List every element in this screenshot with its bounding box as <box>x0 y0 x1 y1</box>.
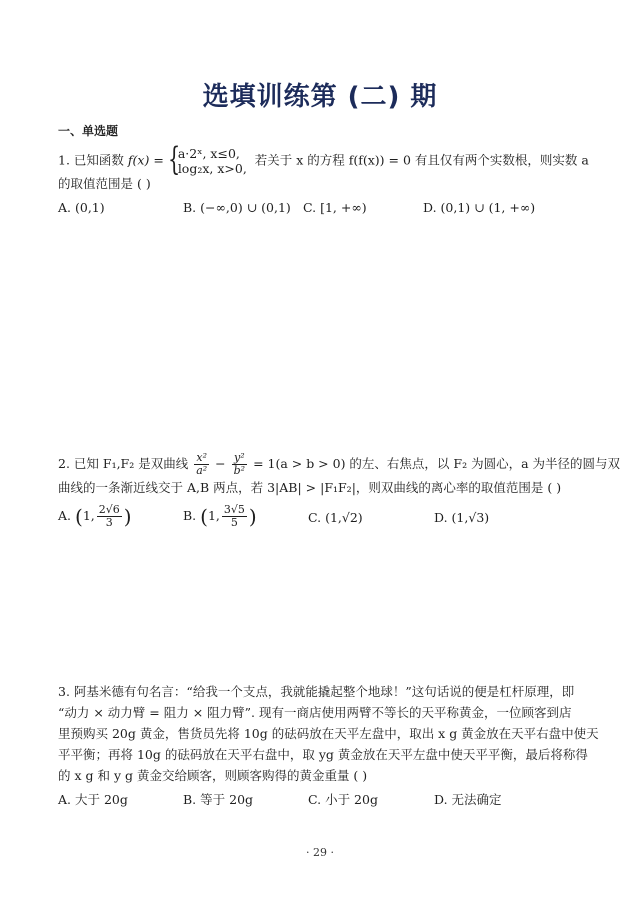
minus-sign: − <box>215 456 226 471</box>
question-2-prefix: 已知 F₁,F₂ 是双曲线 <box>73 456 189 471</box>
section-heading: 一、单选题 <box>58 124 119 138</box>
question-3-line-1: 3. 阿基米德有句名言：“给我一个支点，我就能撬起整个地球！”这句话说的便是杠杆原理，即 <box>58 684 575 699</box>
close-paren: ) <box>248 504 257 529</box>
question-3-line-5: 的 x g 和 y g 黄金交给顾客，则顾客购得的黄金重量 ( ) <box>58 768 368 783</box>
option-label: A. <box>58 200 72 215</box>
fraction-y2-b2: $\frac{\text{y²}}{\text{b²}}$ <box>233 451 246 477</box>
close-paren: ) <box>123 504 132 529</box>
option-text: [1, +∞) <box>320 200 367 215</box>
question-3-option-d <box>434 790 502 808</box>
option-fraction: $\frac{2√6}{3}$ <box>98 503 120 529</box>
option-text: 大于 20g <box>75 792 128 807</box>
fraction-x2-a2: $\frac{\text{x²}}{\text{a²}}$ <box>196 451 208 477</box>
page-title: 选填训练第 (二) 期 <box>202 82 438 112</box>
question-3-option-b <box>183 790 253 808</box>
option-label: C. <box>308 510 322 525</box>
option-label: B. <box>183 792 197 807</box>
question-2-option-c <box>308 510 363 525</box>
question-3-line-2: “动力 × 动力臂 = 阻力 × 阻力臂”. 现有一商店使用两臂不等长的天平称黄金，一位顾客到店 <box>58 705 572 720</box>
option-label: C. <box>308 792 322 807</box>
question-1-option-d <box>423 200 535 215</box>
question-1-option-c <box>303 200 367 215</box>
option-text: 小于 20g <box>325 792 378 807</box>
question-2-option-a: A. (1, $\frac{2√6}{3}$ ) <box>58 503 132 529</box>
piecewise-function <box>168 146 247 176</box>
question-3-option-c <box>308 790 378 808</box>
option-text: (1,√2) <box>325 510 363 525</box>
open-paren: ( <box>75 504 83 529</box>
question-1-option-a <box>58 200 105 215</box>
question-1-line-2: 的取值范围是 ( ) <box>58 176 151 191</box>
option-label: C. <box>303 200 317 215</box>
question-1-line-1 <box>58 146 589 176</box>
option-text: 等于 20g <box>200 792 254 807</box>
option-text: (0,1) ∪ (1, +∞) <box>440 200 536 215</box>
open-paren: ( <box>200 504 208 529</box>
option-text: 无法确定 <box>451 792 502 807</box>
question-2-line-1 <box>58 452 620 477</box>
option-label: A. <box>58 792 72 807</box>
option-text: (−∞,0) ∪ (0,1) <box>200 200 291 215</box>
option-fraction: $\frac{3√5}{5}$ <box>223 503 245 529</box>
piecewise-top: { a·2ˣ, x≤0, <box>177 146 240 161</box>
question-2-number: 2. <box>58 456 70 471</box>
question-3-option-a <box>58 790 128 808</box>
option-label: D. <box>434 510 448 525</box>
question-1-fx: f(x) = <box>127 152 164 168</box>
question-3-line-3: 里预购买 20g 黄金，售货员先将 10g 的砝码放在天平左盘中，取出 x g 黄金放在天平右盘中使天 <box>58 726 599 741</box>
question-3-number: 3. <box>58 684 70 699</box>
question-2-line-2: 曲线的一条渐近线交于 A,B 两点，若 3|AB| > |F₁F₂|，则双曲线的离心率的取值范围是 ( ) <box>58 480 562 495</box>
option-label: D. <box>434 792 448 807</box>
question-1-number: 1. <box>58 152 70 168</box>
option-label: B. <box>183 200 197 215</box>
option-text: (0,1) <box>75 200 105 215</box>
question-1-suffix: 若关于 x 的方程 f(f(x)) = 0 有且仅有两个实数根，则实数 a <box>254 152 589 168</box>
question-1-option-b <box>183 200 291 215</box>
option-text: (1,√3) <box>451 510 490 525</box>
question-1-prefix: 已知函数 <box>73 152 124 168</box>
page-number: · 29 · <box>306 846 334 859</box>
option-label: D. <box>423 200 437 215</box>
question-3-line-4: 平平衡；再将 10g 的砝码放在天平右盘中，取 yg 黄金放在天平左盘中使天平平衡，最后将称得 <box>58 747 588 762</box>
question-2-option-d <box>434 510 489 525</box>
question-2-option-b: B. (1, $\frac{3√5}{5}$ ) <box>183 503 257 529</box>
piecewise-bottom: log₂x, x>0, <box>177 161 247 176</box>
option-label: A. <box>58 508 72 523</box>
question-2-suffix: = 1(a > b > 0) 的左、右焦点，以 F₂ 为圆心，a 为半径的圆与双 <box>253 456 620 471</box>
option-label: B. <box>183 508 197 523</box>
